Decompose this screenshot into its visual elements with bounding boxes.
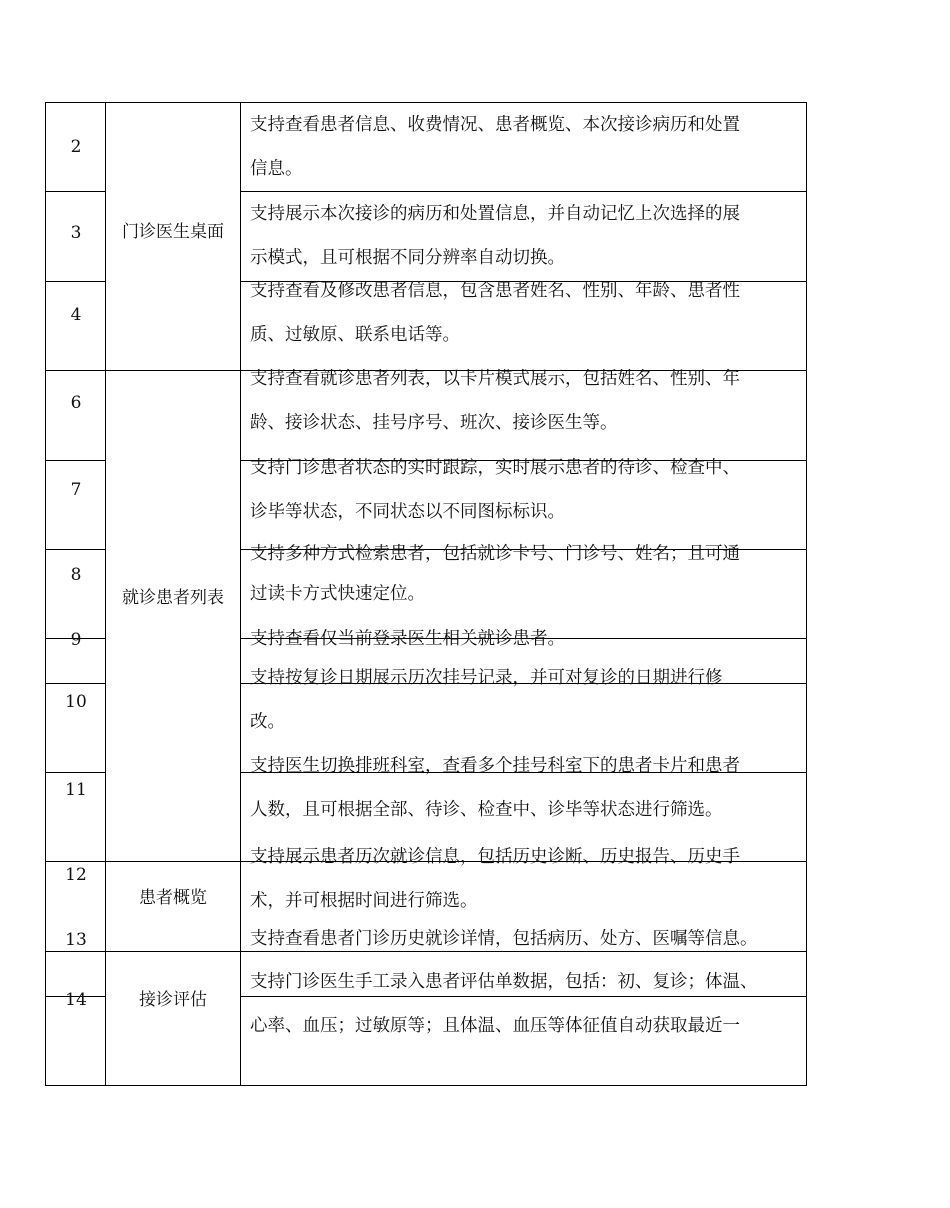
description-cell (250, 534, 802, 614)
number-row-divider (45, 861, 106, 862)
description-line: 龄、接诊状态、挂号序号、班次、接诊医生等。 (250, 413, 618, 433)
number-row-divider (45, 549, 106, 550)
number-row-divider (45, 460, 106, 461)
description-cell (250, 656, 802, 744)
description-line: 支持展示患者历次就诊信息，包括历史诊断、历史报告、历史手 (250, 847, 740, 867)
description-line: 支持门诊医生手工录入患者评估单数据，包括：初、复诊；体温、 (250, 972, 758, 992)
row-number: 14 (65, 990, 87, 1010)
table-bottom-border (45, 1085, 807, 1086)
row-number: 3 (70, 223, 82, 243)
description-line: 人数，且可根据全部、待诊、检查中、诊毕等状态进行筛选。 (250, 800, 723, 820)
description-line: 支持医生切换排班科室，查看多个挂号科室下的患者卡片和患者 (250, 756, 740, 776)
number-row-divider (45, 772, 106, 773)
number-row-divider (45, 191, 106, 192)
description-cell (250, 835, 802, 923)
description-line: 支持查看及修改患者信息，包含患者姓名、性别、年龄、患者性 (250, 281, 740, 301)
description-cell (250, 103, 802, 191)
description-line: 示模式，且可根据不同分辨率自动切换。 (250, 248, 565, 268)
description-cell (250, 357, 802, 445)
module-row-divider (105, 951, 241, 952)
description-cell (250, 917, 802, 961)
row-number: 6 (70, 393, 82, 413)
row-number: 13 (65, 930, 87, 950)
description-cell (250, 617, 802, 661)
row-number: 12 (65, 865, 87, 885)
row-number: 4 (70, 305, 82, 325)
description-line: 质、过敏原、联系电话等。 (250, 325, 460, 345)
module-row-divider (105, 370, 241, 371)
description-line: 支持多种方式检索患者，包括就诊卡号、门诊号、姓名；且可通 (250, 544, 740, 564)
description-line: 支持查看就诊患者列表，以卡片模式展示，包括姓名、性别、年 (250, 369, 740, 389)
table-right-border (806, 102, 807, 1086)
row-number: 9 (70, 630, 82, 650)
module-name: 接诊评估 (139, 990, 207, 1010)
description-line: 改。 (250, 712, 285, 732)
description-cell (250, 744, 802, 832)
description-line: 诊毕等状态，不同状态以不同图标标识。 (250, 502, 565, 522)
number-row-divider (45, 370, 106, 371)
description-line: 信息。 (250, 159, 303, 179)
row-number: 7 (70, 480, 82, 500)
module-row-divider (105, 861, 241, 862)
description-line: 支持查看患者信息、收费情况、患者概览、本次接诊病历和处置 (250, 115, 740, 135)
description-line: 支持展示本次接诊的病历和处置信息，并自动记忆上次选择的展 (250, 204, 740, 224)
module-column-divider (240, 102, 241, 1086)
description-line: 支持查看患者门诊历史就诊详情，包括病历、处方、医嘱等信息。 (250, 929, 758, 949)
description-line: 过读卡方式快速定位。 (250, 584, 425, 604)
number-row-divider (45, 951, 106, 952)
description-cell (250, 192, 802, 280)
row-number: 11 (65, 780, 87, 800)
number-row-divider (45, 281, 106, 282)
description-cell (250, 960, 802, 1048)
description-line: 支持按复诊日期展示历次挂号记录，并可对复诊的日期进行修 (250, 668, 723, 688)
description-cell (250, 446, 802, 534)
module-name: 门诊医生桌面 (122, 222, 224, 242)
description-line: 心率、血压；过敏原等；且体温、血压等体征值自动获取最近一 (250, 1016, 740, 1036)
row-number: 10 (65, 692, 87, 712)
row-number: 8 (70, 565, 82, 585)
description-line: 术，并可根据时间进行筛选。 (250, 891, 478, 911)
number-row-divider (45, 683, 106, 684)
description-cell (250, 269, 802, 357)
module-name: 就诊患者列表 (122, 588, 224, 608)
module-name: 患者概览 (139, 888, 207, 908)
description-line: 支持门诊患者状态的实时跟踪，实时展示患者的待诊、检查中、 (250, 458, 740, 478)
description-line: 支持查看仅当前登录医生相关就诊患者。 (250, 629, 565, 649)
row-number: 2 (70, 137, 82, 157)
